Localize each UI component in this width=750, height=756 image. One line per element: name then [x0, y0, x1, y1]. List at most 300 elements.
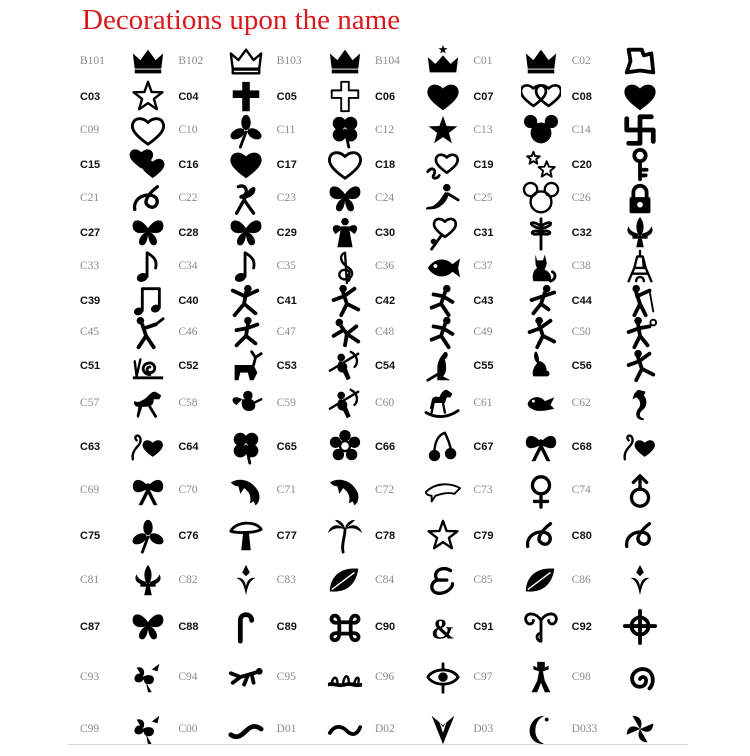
- treble-clef-icon: [319, 249, 371, 285]
- decoration-item: [375, 348, 473, 384]
- decoration-code: C44: [571, 294, 592, 307]
- decoration-item: [80, 249, 178, 285]
- decoration-code: B103: [276, 55, 302, 68]
- decoration-item: [572, 181, 670, 217]
- candy-cane-icon: [220, 609, 272, 645]
- decoration-item: [375, 473, 473, 509]
- decoration-code: C48: [374, 326, 395, 339]
- lock-icon: [614, 181, 666, 217]
- heart-outline-icon: [122, 113, 174, 149]
- decoration-item: [178, 249, 276, 285]
- swirl-icon: [122, 181, 174, 217]
- skier-icon: [515, 283, 567, 319]
- decoration-item: [473, 609, 571, 645]
- decoration-code: C72: [374, 484, 395, 497]
- decoration-item: [572, 429, 670, 465]
- decoration-item: [375, 181, 473, 217]
- crown-icon: [122, 44, 174, 80]
- decoration-code: C73: [473, 484, 493, 497]
- decoration-item: [572, 473, 670, 509]
- decoration-code: C08: [571, 90, 592, 103]
- bird-icon: [515, 386, 567, 422]
- cherub-icon: [220, 386, 272, 422]
- decoration-item: [572, 44, 670, 80]
- decoration-item: [178, 315, 276, 351]
- flower-icon: [122, 518, 174, 554]
- decoration-code: C26: [571, 192, 591, 205]
- swirl-icon: [614, 518, 666, 554]
- decoration-item: [473, 181, 571, 217]
- two-hearts-icon: [122, 147, 174, 183]
- command-key-icon: [319, 609, 371, 645]
- decoration-item: [80, 473, 178, 509]
- rabbit-icon: [515, 348, 567, 384]
- decoration-item: [80, 147, 178, 183]
- decoration-row: [80, 512, 670, 560]
- decoration-code: C95: [276, 671, 296, 684]
- dolphin-icon: [220, 473, 272, 509]
- mushroom-icon: [220, 518, 272, 554]
- horse-icon: [122, 386, 174, 422]
- star-icon: [417, 113, 469, 149]
- crown-star-icon: [417, 44, 469, 80]
- decoration-code: C88: [178, 620, 199, 633]
- crescent-icon: [515, 712, 567, 748]
- decoration-item: [375, 315, 473, 351]
- decoration-code: C29: [276, 226, 297, 239]
- crown-icon: [319, 44, 371, 80]
- decoration-code: C51: [80, 359, 101, 372]
- decoration-item: [473, 660, 571, 696]
- palm-tree-icon: [319, 518, 371, 554]
- tribal-icon: [122, 660, 174, 696]
- decoration-item: [473, 348, 571, 384]
- decoration-item: [178, 660, 276, 696]
- decoration-row: [80, 560, 670, 602]
- dancer-icon: [515, 315, 567, 351]
- decoration-code: C14: [571, 124, 591, 137]
- decoration-code: D02: [374, 723, 395, 736]
- runner-icon: [417, 283, 469, 319]
- music-note-icon: [220, 249, 272, 285]
- decoration-item: [375, 712, 473, 748]
- decoration-item: [473, 79, 571, 115]
- decoration-item: [178, 563, 276, 599]
- decoration-item: [375, 79, 473, 115]
- decoration-item: [178, 181, 276, 217]
- decoration-code: C30: [374, 226, 396, 239]
- heart-icon: [220, 147, 272, 183]
- decoration-code: B102: [178, 55, 204, 68]
- decoration-code: C86: [571, 574, 591, 587]
- cat-icon: [515, 249, 567, 285]
- decoration-code: C09: [80, 124, 100, 137]
- decoration-item: [572, 712, 670, 748]
- heart-icon: [417, 79, 469, 115]
- decoration-row: [80, 250, 670, 284]
- decoration-item: [80, 215, 178, 251]
- decoration-code: C89: [276, 620, 297, 633]
- runner-icon: [417, 315, 469, 351]
- decoration-item: [80, 181, 178, 217]
- decoration-item: [80, 44, 178, 80]
- decoration-grid: [80, 44, 670, 756]
- swastika-icon: [614, 113, 666, 149]
- decoration-code: C41: [276, 294, 297, 307]
- decoration-code: C78: [374, 529, 396, 542]
- decoration-code: C91: [473, 620, 494, 633]
- heart-vine-icon: [122, 429, 174, 465]
- dragonfly-icon: [515, 215, 567, 251]
- decoration-item: [277, 518, 375, 554]
- decoration-code: C90: [374, 620, 396, 633]
- crown-outline-icon: [220, 44, 272, 80]
- ornament-icon: [614, 563, 666, 599]
- decoration-item: [375, 249, 473, 285]
- butterfly-icon: [122, 609, 174, 645]
- decoration-item: [80, 609, 178, 645]
- decoration-code: C07: [473, 90, 494, 103]
- ribbon-frame-icon: [614, 44, 666, 80]
- decoration-item: [375, 660, 473, 696]
- eiffel-tower-icon: [614, 249, 666, 285]
- decoration-row: [80, 384, 670, 424]
- decoration-item: [178, 215, 276, 251]
- diver-icon: [220, 660, 272, 696]
- bow-icon: [515, 429, 567, 465]
- decoration-item: [80, 79, 178, 115]
- decoration-item: [178, 712, 276, 748]
- decoration-code: C10: [178, 124, 198, 137]
- decoration-item: [178, 113, 276, 149]
- decoration-item: [178, 518, 276, 554]
- decoration-item: [80, 113, 178, 149]
- decoration-code: D033: [571, 723, 598, 736]
- flower-icon: [220, 113, 272, 149]
- decoration-item: [80, 518, 178, 554]
- batter-icon: [122, 315, 174, 351]
- wave-icon: [220, 712, 272, 748]
- decoration-item: [375, 283, 473, 319]
- crosshair-icon: [614, 609, 666, 645]
- decoration-code: C25: [473, 192, 493, 205]
- calligraphy-icon: [417, 563, 469, 599]
- decoration-item: [473, 113, 571, 149]
- golfer-icon: [614, 283, 666, 319]
- decoration-item: [572, 249, 670, 285]
- decoration-item: [80, 563, 178, 599]
- male-symbol-icon: [614, 473, 666, 509]
- decoration-code: C97: [473, 671, 493, 684]
- decoration-code: C54: [374, 359, 396, 372]
- decoration-code: C80: [571, 529, 592, 542]
- cross-icon: [220, 79, 272, 115]
- cupid-icon: [319, 348, 371, 384]
- clover-icon: [319, 113, 371, 149]
- decoration-code: C13: [473, 124, 493, 137]
- decoration-row: [80, 470, 670, 512]
- dolphin-outline-icon: [417, 473, 469, 509]
- decoration-code: C20: [571, 158, 592, 171]
- page-title: Decorations upon the name: [82, 4, 401, 36]
- decoration-item: [473, 249, 571, 285]
- decoration-item: [80, 283, 178, 319]
- music-notes-icon: [122, 283, 174, 319]
- decoration-code: C87: [80, 620, 101, 633]
- decoration-code: C75: [80, 529, 101, 542]
- decoration-code: C79: [473, 529, 494, 542]
- clover-icon: [220, 429, 272, 465]
- double-heart-icon: [515, 79, 567, 115]
- heart-icon: [614, 79, 666, 115]
- decoration-item: [277, 147, 375, 183]
- crown-icon: [515, 44, 567, 80]
- flower-outline-icon: [319, 429, 371, 465]
- butterfly-icon: [220, 215, 272, 251]
- decoration-row: [80, 148, 670, 182]
- arrowhead-icon: [417, 712, 469, 748]
- leaf-icon: [515, 563, 567, 599]
- decoration-item: [80, 348, 178, 384]
- decoration-code: C36: [374, 260, 395, 273]
- decoration-code: C42: [374, 294, 396, 307]
- decoration-code: C15: [80, 158, 101, 171]
- decoration-item: [473, 563, 571, 599]
- decoration-code: C63: [80, 440, 101, 453]
- decoration-row: [80, 424, 670, 470]
- decoration-code: C11: [276, 124, 296, 137]
- decoration-item: [473, 215, 571, 251]
- decoration-item: [473, 147, 571, 183]
- fairy-icon: [319, 215, 371, 251]
- acrobat-icon: [319, 315, 371, 351]
- decoration-code: C93: [80, 671, 100, 684]
- decoration-item: [473, 386, 571, 422]
- decoration-code: C71: [276, 484, 296, 497]
- decoration-row: [80, 652, 670, 704]
- decoration-row: [80, 216, 670, 250]
- decoration-item: [277, 315, 375, 351]
- decoration-item: [473, 429, 571, 465]
- decoration-item: [178, 44, 276, 80]
- mouse-head-icon: [515, 113, 567, 149]
- decoration-code: C55: [473, 359, 494, 372]
- decoration-code: C33: [80, 260, 100, 273]
- decoration-item: [178, 283, 276, 319]
- decoration-code: C21: [80, 192, 100, 205]
- decoration-code: C39: [80, 294, 101, 307]
- decoration-item: [80, 386, 178, 422]
- decoration-item: [572, 563, 670, 599]
- skater-icon: [220, 315, 272, 351]
- decoration-item: [473, 518, 571, 554]
- butterfly-icon: [122, 215, 174, 251]
- decoration-item: [375, 215, 473, 251]
- decoration-code: C23: [276, 192, 296, 205]
- wave-crown-icon: [319, 660, 371, 696]
- decoration-code: C01: [473, 55, 493, 68]
- decoration-code: C18: [374, 158, 396, 171]
- decoration-item: [80, 315, 178, 351]
- decoration-code: C70: [178, 484, 198, 497]
- seahorse-icon: [614, 386, 666, 422]
- decoration-code: C82: [178, 574, 198, 587]
- decoration-item: [473, 283, 571, 319]
- decoration-code: C57: [80, 397, 100, 410]
- gymnast-icon: [220, 283, 272, 319]
- decoration-item: [572, 660, 670, 696]
- eye-icon: [417, 660, 469, 696]
- decoration-row: [80, 80, 670, 114]
- decoration-code: D01: [276, 723, 297, 736]
- female-symbol-icon: [515, 473, 567, 509]
- dancer-icon: [319, 283, 371, 319]
- fish-icon: [417, 249, 469, 285]
- decoration-code: C61: [473, 397, 493, 410]
- decoration-code: B101: [80, 55, 105, 68]
- tilde-icon: [319, 712, 371, 748]
- cherries-icon: [417, 429, 469, 465]
- decoration-item: [375, 113, 473, 149]
- ornament-icon: [220, 563, 272, 599]
- decoration-item: [375, 386, 473, 422]
- decoration-item: [473, 712, 571, 748]
- decoration-code: C45: [80, 326, 100, 339]
- decoration-item: [572, 79, 670, 115]
- decoration-item: [277, 181, 375, 217]
- decoration-item: [277, 283, 375, 319]
- mouse-outline-icon: [515, 181, 567, 217]
- ampersand-icon: [417, 609, 469, 645]
- decoration-item: [277, 609, 375, 645]
- fleur-de-lis-icon: [614, 215, 666, 251]
- decoration-item: [572, 113, 670, 149]
- decoration-row: [80, 602, 670, 652]
- decoration-item: [375, 563, 473, 599]
- decoration-code: C46: [178, 326, 198, 339]
- decoration-code: C40: [178, 294, 199, 307]
- decoration-code: C64: [178, 440, 199, 453]
- decoration-item: [572, 147, 670, 183]
- decoration-code: C50: [571, 326, 591, 339]
- decoration-item: [572, 283, 670, 319]
- decoration-code: C67: [473, 440, 494, 453]
- decoration-code: C65: [276, 440, 297, 453]
- decoration-code: C24: [374, 192, 395, 205]
- decoration-item: [277, 249, 375, 285]
- decoration-code: C74: [571, 484, 591, 497]
- decoration-code: C59: [276, 397, 296, 410]
- bow-swirl-icon: [220, 181, 272, 217]
- decoration-row: [80, 114, 670, 148]
- reindeer-icon: [220, 348, 272, 384]
- dancer-icon: [614, 348, 666, 384]
- decoration-row: [80, 284, 670, 318]
- decoration-code: C02: [571, 55, 591, 68]
- mermaid-icon: [417, 181, 469, 217]
- decoration-item: [277, 113, 375, 149]
- decoration-item: [375, 518, 473, 554]
- decoration-item: [277, 348, 375, 384]
- decoration-item: [80, 660, 178, 696]
- decoration-row: [80, 44, 670, 80]
- decoration-row: [80, 704, 670, 756]
- decoration-code: C49: [473, 326, 493, 339]
- decoration-item: [375, 44, 473, 80]
- decoration-item: [572, 215, 670, 251]
- decoration-code: C16: [178, 158, 199, 171]
- decoration-code: C60: [374, 397, 395, 410]
- decoration-row: [80, 318, 670, 348]
- heart-swirl-icon: [417, 147, 469, 183]
- decoration-code: C84: [374, 574, 395, 587]
- decoration-row: [80, 182, 670, 216]
- decoration-code: C76: [178, 529, 199, 542]
- kangaroo-icon: [417, 348, 469, 384]
- decoration-code: C85: [473, 574, 493, 587]
- decoration-item: [178, 429, 276, 465]
- decoration-code: C77: [276, 529, 297, 542]
- decoration-item: [277, 473, 375, 509]
- decoration-code: C37: [473, 260, 493, 273]
- decoration-item: [572, 518, 670, 554]
- cupid-icon: [319, 386, 371, 422]
- decoration-code: C22: [178, 192, 198, 205]
- decoration-item: [178, 473, 276, 509]
- star-outline-icon: [417, 518, 469, 554]
- decoration-code: C96: [374, 671, 395, 684]
- decoration-item: [277, 79, 375, 115]
- ram-horns-icon: [515, 609, 567, 645]
- fleur-de-lis-icon: [122, 563, 174, 599]
- decoration-code: C94: [178, 671, 198, 684]
- leaf-icon: [319, 563, 371, 599]
- decoration-code: C04: [178, 90, 199, 103]
- decoration-code: C31: [473, 226, 494, 239]
- decoration-code: C27: [80, 226, 101, 239]
- decoration-item: [375, 147, 473, 183]
- decoration-code: C81: [80, 574, 100, 587]
- decoration-code: C34: [178, 260, 198, 273]
- decoration-item: [375, 609, 473, 645]
- decoration-item: [277, 429, 375, 465]
- decoration-item: [473, 44, 571, 80]
- heart-vine-icon: [614, 429, 666, 465]
- decoration-item: [80, 429, 178, 465]
- decoration-item: [277, 660, 375, 696]
- decoration-code: C98: [571, 671, 591, 684]
- decoration-item: [80, 712, 178, 748]
- cross-outline-icon: [319, 79, 371, 115]
- swirl-icon: [515, 518, 567, 554]
- decoration-code: C92: [571, 620, 592, 633]
- decoration-code: C35: [276, 260, 296, 273]
- decoration-item: [178, 147, 276, 183]
- decoration-code: C99: [80, 723, 100, 736]
- decoration-code: C38: [571, 260, 591, 273]
- decoration-item: [277, 712, 375, 748]
- decoration-code: C05: [276, 90, 297, 103]
- heart-outline-icon: [319, 147, 371, 183]
- decoration-code: C03: [80, 90, 101, 103]
- decoration-code: C66: [374, 440, 396, 453]
- decoration-item: [277, 563, 375, 599]
- decoration-code: C06: [374, 90, 396, 103]
- decoration-code: C83: [276, 574, 296, 587]
- decoration-item: [473, 473, 571, 509]
- rocking-horse-icon: [417, 386, 469, 422]
- dolphin-icon: [319, 473, 371, 509]
